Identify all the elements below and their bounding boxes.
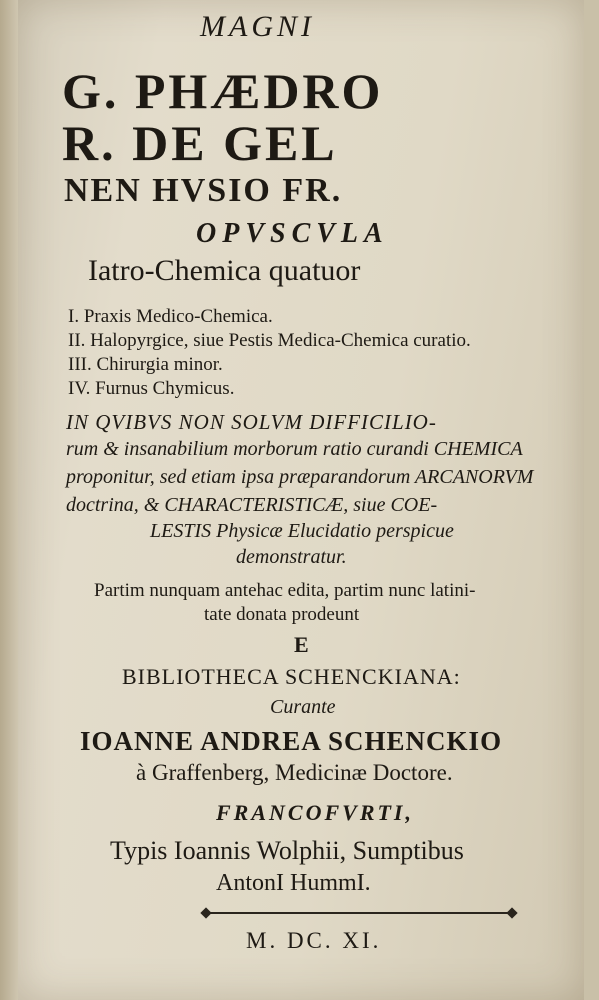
line-author-3: NEN HVSIO FR. (64, 172, 343, 209)
line-e: E (294, 632, 309, 657)
page-edge (0, 0, 18, 1000)
desc-line: demonstratur. (236, 546, 347, 568)
line-magni: MAGNI (200, 10, 315, 43)
desc-line: doctrina, & CHARACTERISTICÆ, siue COE- (66, 494, 438, 516)
desc-line: IN QVIBVS NON SOLVM DIFFICILIO- (66, 410, 437, 434)
line-printer: Typis Ioannis Wolphii, Sumptibus (110, 836, 464, 865)
line-editor: IOANNE ANDREA SCHENCKIO (80, 726, 503, 756)
list-item: II. Halopyrgice, siue Pestis Medica-Chemica curatio. (68, 330, 471, 351)
line-author-2: R. DE GEL (62, 115, 338, 171)
line-opuscula: OPVSCVLA (196, 218, 389, 249)
line-editor-place: à Graffenberg, Medicinæ Doctore. (136, 760, 453, 785)
list-item: III. Chirurgia minor. (68, 354, 223, 375)
desc-line: proponitur, sed etiam ipsa præparandorum ARCANORVM (66, 466, 534, 488)
partim-line: tate donata prodeunt (204, 604, 360, 625)
line-curante: Curante (270, 696, 336, 718)
ornamental-rule (206, 912, 512, 914)
line-iatro: Iatro-Chemica quatuor (88, 254, 361, 287)
desc-line: rum & insanabilium morborum ratio curandi CHEMICA (66, 438, 523, 460)
list-item: IV. Furnus Chymicus. (68, 378, 235, 399)
line-author-1: G. PHÆDRO (62, 63, 384, 119)
partim-line: Partim nunquam antehac edita, partim nunc latini- (94, 580, 476, 601)
line-publisher: AntonI HummI. (216, 870, 371, 896)
list-item: I. Praxis Medico-Chemica. (68, 306, 273, 327)
line-year: M. DC. XI. (246, 928, 382, 953)
desc-line: LESTIS Physicæ Elucidatio perspicue (150, 520, 454, 542)
line-city: FRANCOFVRTI, (216, 800, 414, 825)
line-bibliotheca: BIBLIOTHECA SCHENCKIANA: (122, 664, 461, 689)
